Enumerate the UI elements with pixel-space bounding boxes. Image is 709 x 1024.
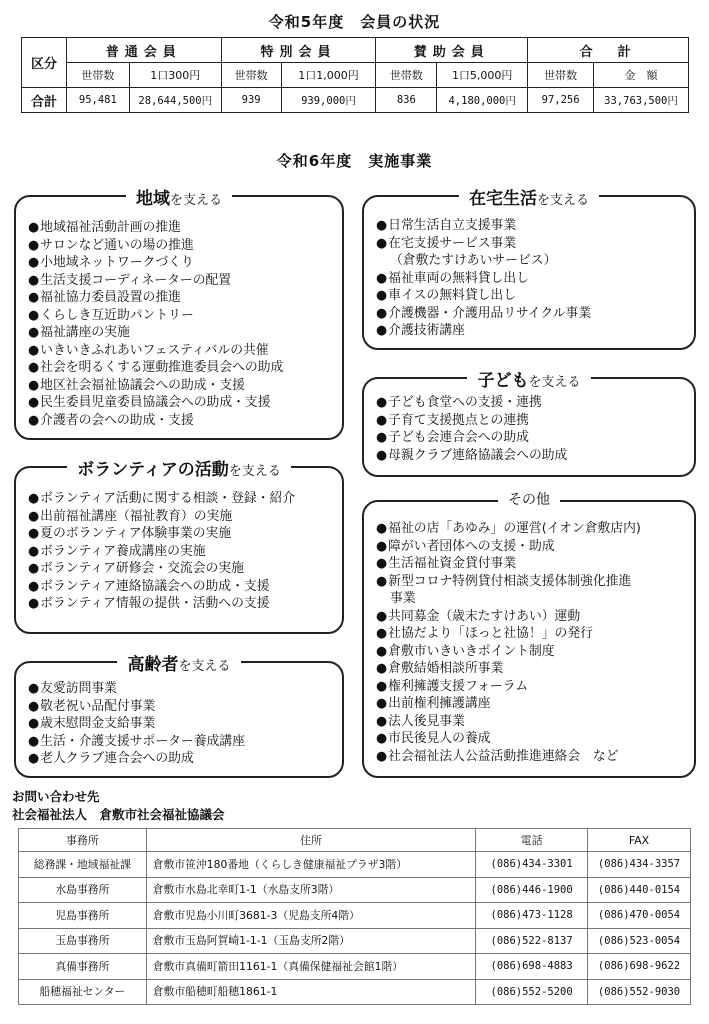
list-item: ●民生委員児童委員協議会への助成・支援 <box>28 395 271 410</box>
total-value: 939 <box>221 88 281 113</box>
list-item: ●社会福祉法人公益活動推進連絡会 など <box>376 748 619 764</box>
office-table <box>18 828 691 1005</box>
office-phone: (086)698-4883 <box>476 954 588 980</box>
list-item: ●倉敷結婚相談所事業 <box>376 661 504 676</box>
list-item: ●歳末慰問金支給事業 <box>28 716 156 731</box>
list-item: ●福祉協力委員設置の推進 <box>28 290 181 305</box>
total-value: 33,763,500円 <box>594 88 689 113</box>
total-value: 97,256 <box>528 88 594 113</box>
table-row <box>19 877 691 903</box>
sub-header: 世帯数 <box>221 63 281 88</box>
chiiki-title: 地域 <box>135 189 170 209</box>
list-item: ●在宅支援サービス事業 <box>376 235 517 251</box>
sub-header: 世帯数 <box>528 63 594 88</box>
chiiki-list <box>28 219 283 429</box>
koureisha-title-suffix: を支える <box>178 659 231 674</box>
list-item: ●ボランティア活動に関する相談・登録・紹介 <box>28 491 296 506</box>
table-row <box>19 979 691 1005</box>
koureisha-title: 高齢者 <box>127 655 179 675</box>
list-item: ●出前権利擁護講座 <box>376 696 491 711</box>
list-item: ●車イスの無料貸し出し <box>376 288 517 303</box>
chiiki-box <box>14 189 344 440</box>
office-phone: (086)434-3301 <box>476 852 588 878</box>
kodomo-list <box>376 394 567 464</box>
fax-header: FAX <box>588 829 691 852</box>
list-item: ●くらしき互近助パントリー <box>28 307 194 323</box>
sub-header: 金 額 <box>594 63 689 88</box>
list-item: ●福祉の店「あゆみ」の運営(イオン倉敷店内) <box>376 521 641 536</box>
list-item: ●日常生活自立支援事業 <box>376 218 517 233</box>
list-item: ●市民後見人の養成 <box>376 731 491 746</box>
list-item: ●福祉車両の無料貸し出し <box>376 270 529 286</box>
total-value: 28,644,500円 <box>129 88 221 113</box>
office-fax: (086)470-0054 <box>588 903 691 929</box>
table-row <box>19 928 691 954</box>
kubun-header: 区分 <box>22 38 67 88</box>
total-label: 合計 <box>22 88 67 113</box>
office-address: 倉敷市船穂町船穂1861-1 <box>146 979 475 1005</box>
list-item: ●生活支援コーディネーターの配置 <box>28 272 232 288</box>
list-item: ●子育て支援拠点との連携 <box>376 412 529 428</box>
other-title: その他 <box>508 492 550 508</box>
list-item: ●敬老祝い品配付事業 <box>28 698 156 714</box>
list-item: ●社会を明るくする運動推進委員会への助成 <box>28 360 284 375</box>
list-item: ●介護者の会への助成・支援 <box>28 412 194 428</box>
list-item: ●友愛訪問事業 <box>28 681 117 696</box>
list-item: ●母親クラブ連絡協議会への助成 <box>376 447 568 463</box>
list-item: ●福祉講座の実施 <box>28 325 130 340</box>
office-name: 総務課・地域福祉課 <box>19 852 147 878</box>
zaitaku-list <box>376 217 591 340</box>
list-item: ●ボランティア連絡協議会への助成・支援 <box>28 578 270 594</box>
list-item: ●倉敷市いきいきポイント制度 <box>376 643 555 659</box>
list-item: ●ボランティア情報の提供・活動への支援 <box>28 596 270 611</box>
chiiki-title-suffix: を支える <box>169 193 222 208</box>
total-value: 4,180,000円 <box>437 88 528 113</box>
other-box <box>362 492 696 778</box>
list-item: ●介護機器・介護用品リサイクル事業 <box>376 305 592 321</box>
projects-title: 令和6年度 実施事業 <box>276 152 433 170</box>
address-header: 住所 <box>146 829 475 852</box>
sub-header: 1口300円 <box>129 63 221 88</box>
sub-header: 1口5,000円 <box>437 63 528 88</box>
list-item: ●ボランティア養成講座の実施 <box>28 543 206 559</box>
office-name: 玉島事務所 <box>19 928 147 954</box>
office-phone: (086)552-5200 <box>476 979 588 1005</box>
office-address: 倉敷市笹沖180番地（くらしき健康福祉プラザ3階） <box>146 852 475 878</box>
zaitaku-title-suffix: を支える <box>536 193 589 208</box>
list-item: ●地域福祉活動計画の推進 <box>28 220 181 235</box>
office-phone: (086)522-8137 <box>476 928 588 954</box>
office-address: 倉敷市玉島阿賀崎1-1-1（玉島支所2階） <box>146 928 475 954</box>
contact-org: 社会福祉法人 倉敷市社会福祉協議会 <box>12 807 225 822</box>
office-phone: (086)473-1128 <box>476 903 588 929</box>
list-item: ●出前福祉講座（福祉教育）の実施 <box>28 508 233 524</box>
member-status-table <box>21 37 689 113</box>
volunteer-box <box>14 460 344 634</box>
list-item: ●生活福祉資金貸付事業 <box>376 556 517 571</box>
contact-label: お問い合わせ先 <box>12 789 100 804</box>
volunteer-list <box>28 490 295 613</box>
office-phone: (086)446-1900 <box>476 877 588 903</box>
office-name: 船穂福祉センター <box>19 979 147 1005</box>
phone-header: 電話 <box>476 829 588 852</box>
table-row <box>19 852 691 878</box>
office-name: 児島事務所 <box>19 903 147 929</box>
volunteer-title-suffix: を支える <box>228 464 281 479</box>
office-address: 倉敷市水島北幸町1-1（水島支所3階） <box>146 877 475 903</box>
list-item: ●社協だより「ほっと社協！」の発行 <box>376 626 593 641</box>
office-address: 倉敷市真備町箭田1161-1（真備保健福祉会館1階） <box>146 954 475 980</box>
group-header-futsu: 普通会員 <box>66 38 221 63</box>
office-header: 事務所 <box>19 829 147 852</box>
office-fax: (086)434-3357 <box>588 852 691 878</box>
volunteer-title: ボランティアの活動 <box>77 460 229 480</box>
group-header-sanjo: 賛助会員 <box>376 38 528 63</box>
koureisha-box <box>14 655 344 778</box>
table-row <box>19 903 691 929</box>
list-item: ●法人後見事業 <box>376 713 465 729</box>
list-item: ●夏のボランティア体験事業の実施 <box>28 526 232 541</box>
list-item: ●小地域ネットワークづくり <box>28 255 194 270</box>
kodomo-title-suffix: を支える <box>528 375 581 390</box>
sub-header: 世帯数 <box>66 63 129 88</box>
list-item: ●ボランティア研修会・交流会の実施 <box>28 561 244 576</box>
office-fax: (086)440-0154 <box>588 877 691 903</box>
koureisha-list <box>28 680 245 768</box>
group-header-tokubetsu: 特別会員 <box>221 38 376 63</box>
table-row <box>19 954 691 980</box>
list-item: ●子ども会連合会への助成 <box>376 430 529 445</box>
total-value: 836 <box>376 88 437 113</box>
list-item: ●いきいきふれあいフェスティバルの共催 <box>28 342 269 358</box>
group-header-total: 合 計 <box>528 38 689 63</box>
list-item: ●介護技術講座 <box>376 323 465 338</box>
total-value: 95,481 <box>66 88 129 113</box>
office-fax: (086)698-9622 <box>588 954 691 980</box>
other-list <box>376 520 641 765</box>
office-name: 水島事務所 <box>19 877 147 903</box>
list-item: ●新型コロナ特例貸付相談支援体制強化推進 <box>376 573 632 589</box>
list-item: ●老人クラブ連合会への助成 <box>28 751 194 766</box>
list-item-continuation: 事業 <box>390 591 416 606</box>
list-item: ●障がい者団体への支援・助成 <box>376 538 555 554</box>
list-item: ●子ども食堂への支援・連携 <box>376 395 542 410</box>
zaitaku-box <box>362 189 696 350</box>
office-fax: (086)523-0054 <box>588 928 691 954</box>
list-item: ●サロンなど通いの場の推進 <box>28 237 194 253</box>
list-item: ●生活・介護支援サポーター養成講座 <box>28 733 245 749</box>
sub-header: 1口1,000円 <box>281 63 376 88</box>
list-item: ●地区社会福祉協議会への助成・支援 <box>28 377 245 393</box>
office-address: 倉敷市児島小川町3681-3（児島支所4階） <box>146 903 475 929</box>
sub-header: 世帯数 <box>376 63 437 88</box>
member-status-title: 令和5年度 会員の状況 <box>268 13 441 31</box>
kodomo-title: 子ども <box>477 371 529 391</box>
list-item: ●権利擁護支援フォーラム <box>376 678 529 694</box>
office-fax: (086)552-9030 <box>588 979 691 1005</box>
list-item-note: （倉敷たすけあいサービス） <box>390 253 557 268</box>
office-name: 真備事務所 <box>19 954 147 980</box>
total-value: 939,000円 <box>281 88 376 113</box>
kodomo-box <box>362 371 696 477</box>
list-item: ●共同募金（歳末たすけあい）運動 <box>376 608 581 624</box>
zaitaku-title: 在宅生活 <box>468 189 537 209</box>
